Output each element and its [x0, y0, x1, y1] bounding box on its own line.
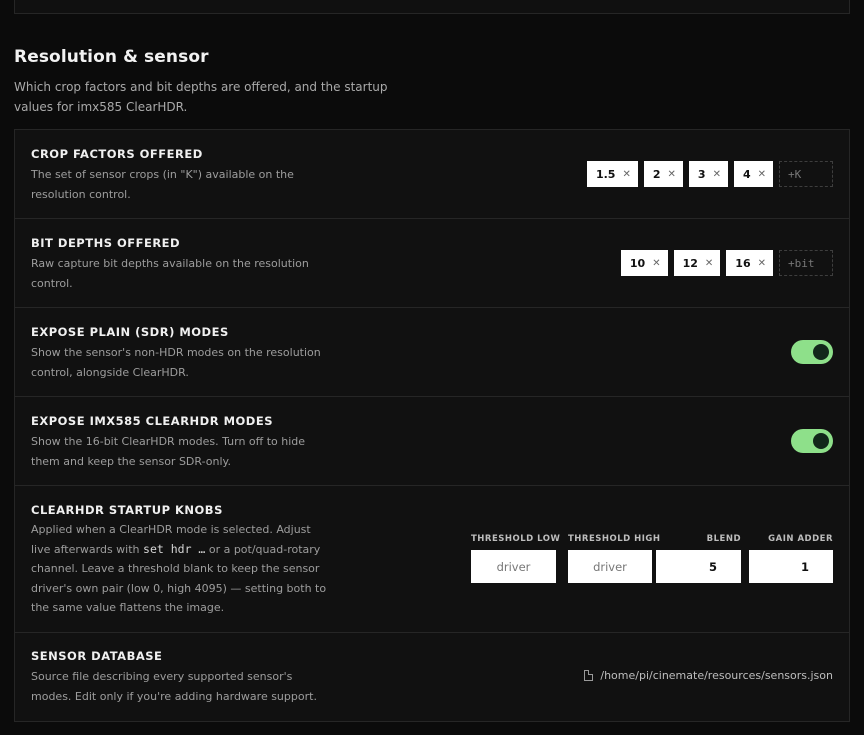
desc-text: Applied when a ClearHDR mode is selected. Adjust live afterwards with [31, 523, 311, 556]
threshold-high-field [568, 534, 661, 583]
remove-icon[interactable]: ✕ [757, 168, 766, 180]
section-title: Resolution & sensor [14, 47, 209, 67]
row-description: Show the 16-bit ClearHDR modes. Turn off to hide them and keep the sensor SDR-only. [31, 435, 306, 468]
crop-chip[interactable] [689, 161, 728, 187]
threshold-low-field [471, 534, 561, 583]
chip-label: 10 [629, 256, 646, 270]
desc-text: or a pot/quad-rotary channel. Leave a threshold blank to keep the sensor driver's own pair (low 0, high 4095) — setting both to the same value flattens the image. [31, 542, 327, 614]
field-label: THRESHOLD HIGH [568, 534, 661, 544]
row-description: Source file describing every supported sensor's modes. Edit only if you're adding hardware support. [31, 670, 317, 703]
field-label: GAIN ADDER [768, 534, 833, 544]
threshold-high-input[interactable]: driver [568, 550, 652, 583]
row-bit-depths [15, 219, 849, 308]
crop-chip[interactable] [644, 161, 683, 187]
desc-command: set hdr … [143, 541, 206, 556]
bit-chip[interactable] [726, 250, 773, 276]
blend-input[interactable]: 5 [656, 550, 741, 583]
crop-chip[interactable] [734, 161, 773, 187]
row-description [31, 520, 331, 618]
remove-icon[interactable]: ✕ [652, 257, 661, 269]
sensor-database-path[interactable] [584, 669, 833, 682]
row-sensor-database [15, 633, 849, 721]
remove-icon[interactable]: ✕ [622, 168, 631, 180]
row-title: SENSOR DATABASE [31, 649, 163, 663]
row-title: CLEARHDR STARTUP KNOBS [31, 503, 223, 517]
chip-label: 12 [682, 256, 698, 270]
remove-icon[interactable]: ✕ [667, 168, 676, 180]
row-startup-knobs [15, 486, 849, 633]
row-description: Raw capture bit depths available on the resolution control. [31, 257, 309, 290]
threshold-low-input[interactable]: driver [471, 550, 556, 583]
row-description: Show the sensor's non-HDR modes on the resolution control, alongside ClearHDR. [31, 346, 321, 379]
row-expose-sdr [15, 308, 849, 397]
field-label: THRESHOLD LOW [471, 534, 561, 544]
row-title: EXPOSE IMX585 CLEARHDR MODES [31, 414, 273, 428]
row-title: BIT DEPTHS OFFERED [31, 236, 181, 250]
settings-panel [14, 129, 850, 722]
row-title: EXPOSE PLAIN (SDR) MODES [31, 325, 229, 339]
toggle-knob [813, 344, 829, 360]
row-title: CROP FACTORS OFFERED [31, 147, 203, 161]
toggle-knob [813, 433, 829, 449]
row-expose-clearhdr [15, 397, 849, 486]
path-text: /home/pi/cinemate/resources/sensors.json [600, 669, 833, 682]
chip-label: 3 [697, 167, 706, 181]
gain-adder-input[interactable]: 1 [749, 550, 833, 583]
add-crop-input[interactable]: +K [779, 161, 833, 187]
sdr-toggle[interactable] [791, 340, 833, 364]
bit-chip-list [621, 250, 833, 276]
blend-field [656, 534, 741, 583]
add-bit-input[interactable]: +bit [779, 250, 833, 276]
bit-chip[interactable] [621, 250, 668, 276]
section-description: Which crop factors and bit depths are offered, and the startup values for imx585 ClearHDR. [14, 80, 388, 114]
previous-section-bottom [14, 0, 850, 14]
row-description: The set of sensor crops (in "K") available on the resolution control. [31, 168, 294, 201]
row-crop-factors [15, 130, 849, 219]
clearhdr-toggle[interactable] [791, 429, 833, 453]
file-icon [584, 670, 593, 681]
chip-label: 1.5 [595, 167, 616, 181]
crop-chip[interactable] [587, 161, 638, 187]
chip-label: 2 [652, 167, 661, 181]
knob-fields [471, 534, 833, 583]
remove-icon[interactable]: ✕ [712, 168, 721, 180]
remove-icon[interactable]: ✕ [704, 257, 714, 269]
remove-icon[interactable]: ✕ [757, 257, 766, 269]
crop-chip-list [587, 161, 833, 187]
gain-adder-field [749, 534, 833, 583]
chip-label: 16 [735, 256, 751, 270]
bit-chip[interactable] [674, 250, 721, 276]
chip-label: 4 [742, 167, 751, 181]
field-label: BLEND [706, 534, 741, 544]
